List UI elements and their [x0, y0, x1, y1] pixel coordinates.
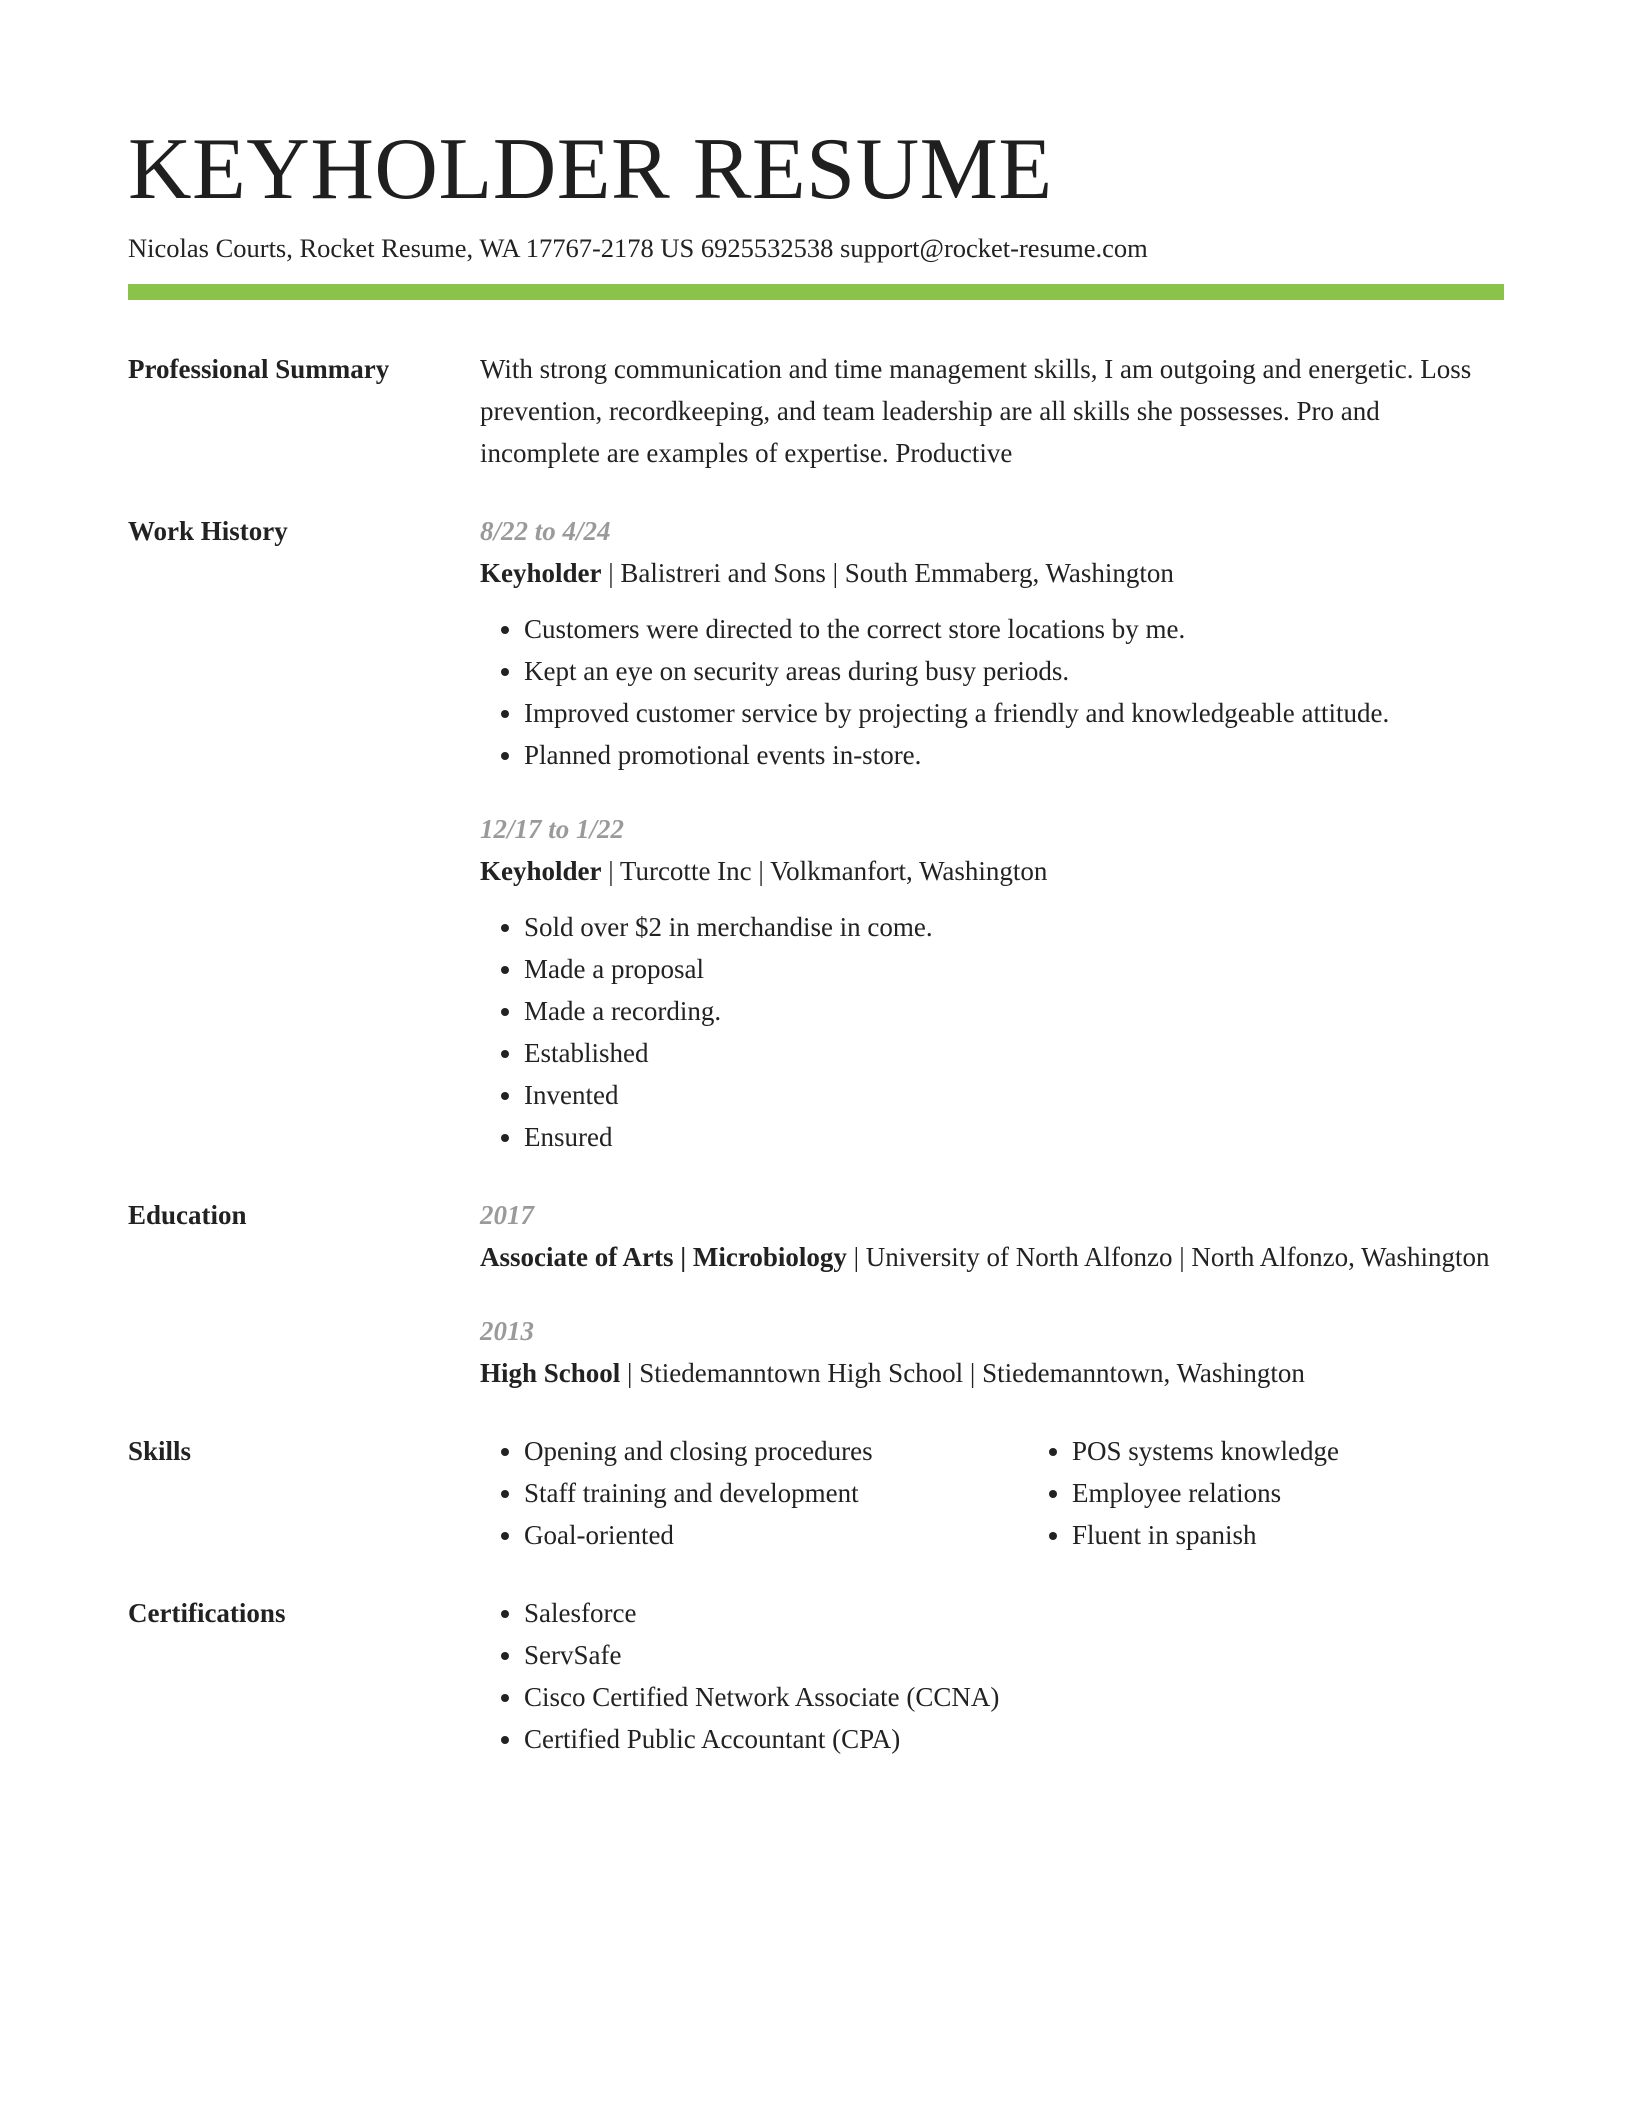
section-label: Education: [128, 1200, 247, 1230]
list-item: • Established: [524, 1032, 1504, 1074]
list-item: • Customers were directed to the correct store locations by me.: [524, 608, 1504, 650]
list-item: • Staff training and development: [524, 1472, 1028, 1514]
resume-title: KEYHOLDER RESUME: [128, 121, 1053, 218]
education-line: [480, 1236, 1504, 1278]
education-entry: [480, 1194, 1504, 1278]
list-item: • Planned promotional events in-store.: [524, 734, 1504, 776]
education-line: [480, 1352, 1504, 1394]
list-item: • Made a recording.: [524, 990, 1504, 1032]
contact-email: support@rocket-resume.com: [840, 233, 1148, 263]
certifications-list: [480, 1592, 1504, 1760]
education-entry: [480, 1310, 1504, 1394]
list-item: • Certified Public Accountant (CPA): [524, 1718, 1504, 1760]
degree: High School: [480, 1358, 621, 1388]
work-history-section: [128, 510, 1504, 1158]
education-year: 2017: [480, 1200, 534, 1230]
contact-location: WA 17767-2178 US: [479, 233, 695, 263]
job-entry: [480, 808, 1504, 1158]
list-item: • Sold over $2 in merchandise in come.: [524, 906, 1504, 948]
list-item: • Opening and closing procedures: [524, 1430, 1028, 1472]
list-item: • Made a proposal: [524, 948, 1504, 990]
skills-list-right: [1028, 1430, 1339, 1556]
education-section: [128, 1194, 1504, 1394]
job-bullets: [480, 608, 1504, 776]
job-entry: [480, 510, 1504, 776]
resume-page: [128, 118, 1504, 1760]
job-bullets: [480, 906, 1504, 1158]
section-label: Work History: [128, 516, 288, 546]
list-item: • Employee relations: [1072, 1472, 1339, 1514]
job-title: Keyholder: [480, 856, 602, 886]
job-role-line: [480, 850, 1504, 892]
section-label: Professional Summary: [128, 354, 390, 384]
contact-line: [128, 230, 1504, 266]
list-item: • Kept an eye on security areas during busy periods.: [524, 650, 1504, 692]
job-role-line: [480, 552, 1504, 594]
list-item: • Goal-oriented: [524, 1514, 1028, 1556]
job-dates: 12/17 to 1/22: [480, 814, 625, 844]
contact-company: Rocket Resume,: [299, 233, 474, 263]
list-item: • Invented: [524, 1074, 1504, 1116]
summary-section: [128, 348, 1504, 474]
degree: Associate of Arts | Microbiology: [480, 1242, 847, 1272]
certifications-section: [128, 1592, 1504, 1760]
list-item: • Salesforce: [524, 1592, 1504, 1634]
list-item: • ServSafe: [524, 1634, 1504, 1676]
list-item: • Fluent in spanish: [1072, 1514, 1339, 1556]
education-year: 2013: [480, 1316, 534, 1346]
list-item: • POS systems knowledge: [1072, 1430, 1339, 1472]
list-item: • Improved customer service by projecting a friendly and knowledgeable attitude.: [524, 692, 1504, 734]
job-details: | Balistreri and Sons | South Emmaberg, Washington: [601, 558, 1174, 588]
skills-section: [128, 1430, 1504, 1556]
list-item: • Cisco Certified Network Associate (CCNA): [524, 1676, 1504, 1718]
education-details: | Stiedemanntown High School | Stiedemanntown, Washington: [620, 1358, 1305, 1388]
job-title: Keyholder: [480, 558, 602, 588]
section-label: Certifications: [128, 1598, 286, 1628]
contact-phone: 6925532538: [700, 233, 834, 263]
section-label: Skills: [128, 1436, 192, 1466]
skills-columns: [480, 1430, 1504, 1556]
contact-name: Nicolas Courts,: [128, 233, 293, 263]
summary-text: With strong communication and time management skills, I am outgoing and energetic. Loss prevention, recordkeeping, and team leadership are all skills she possesses. Pro and incomplete are examples of expertise. Productive: [480, 354, 1472, 468]
list-item: • Ensured: [524, 1116, 1504, 1158]
education-details: | University of North Alfonzo | North Alfonzo, Washington: [846, 1242, 1490, 1272]
job-details: | Turcotte Inc | Volkmanfort, Washington: [601, 856, 1048, 886]
skills-list-left: [480, 1430, 1028, 1556]
header-divider: [128, 284, 1504, 300]
job-dates: 8/22 to 4/24: [480, 516, 611, 546]
